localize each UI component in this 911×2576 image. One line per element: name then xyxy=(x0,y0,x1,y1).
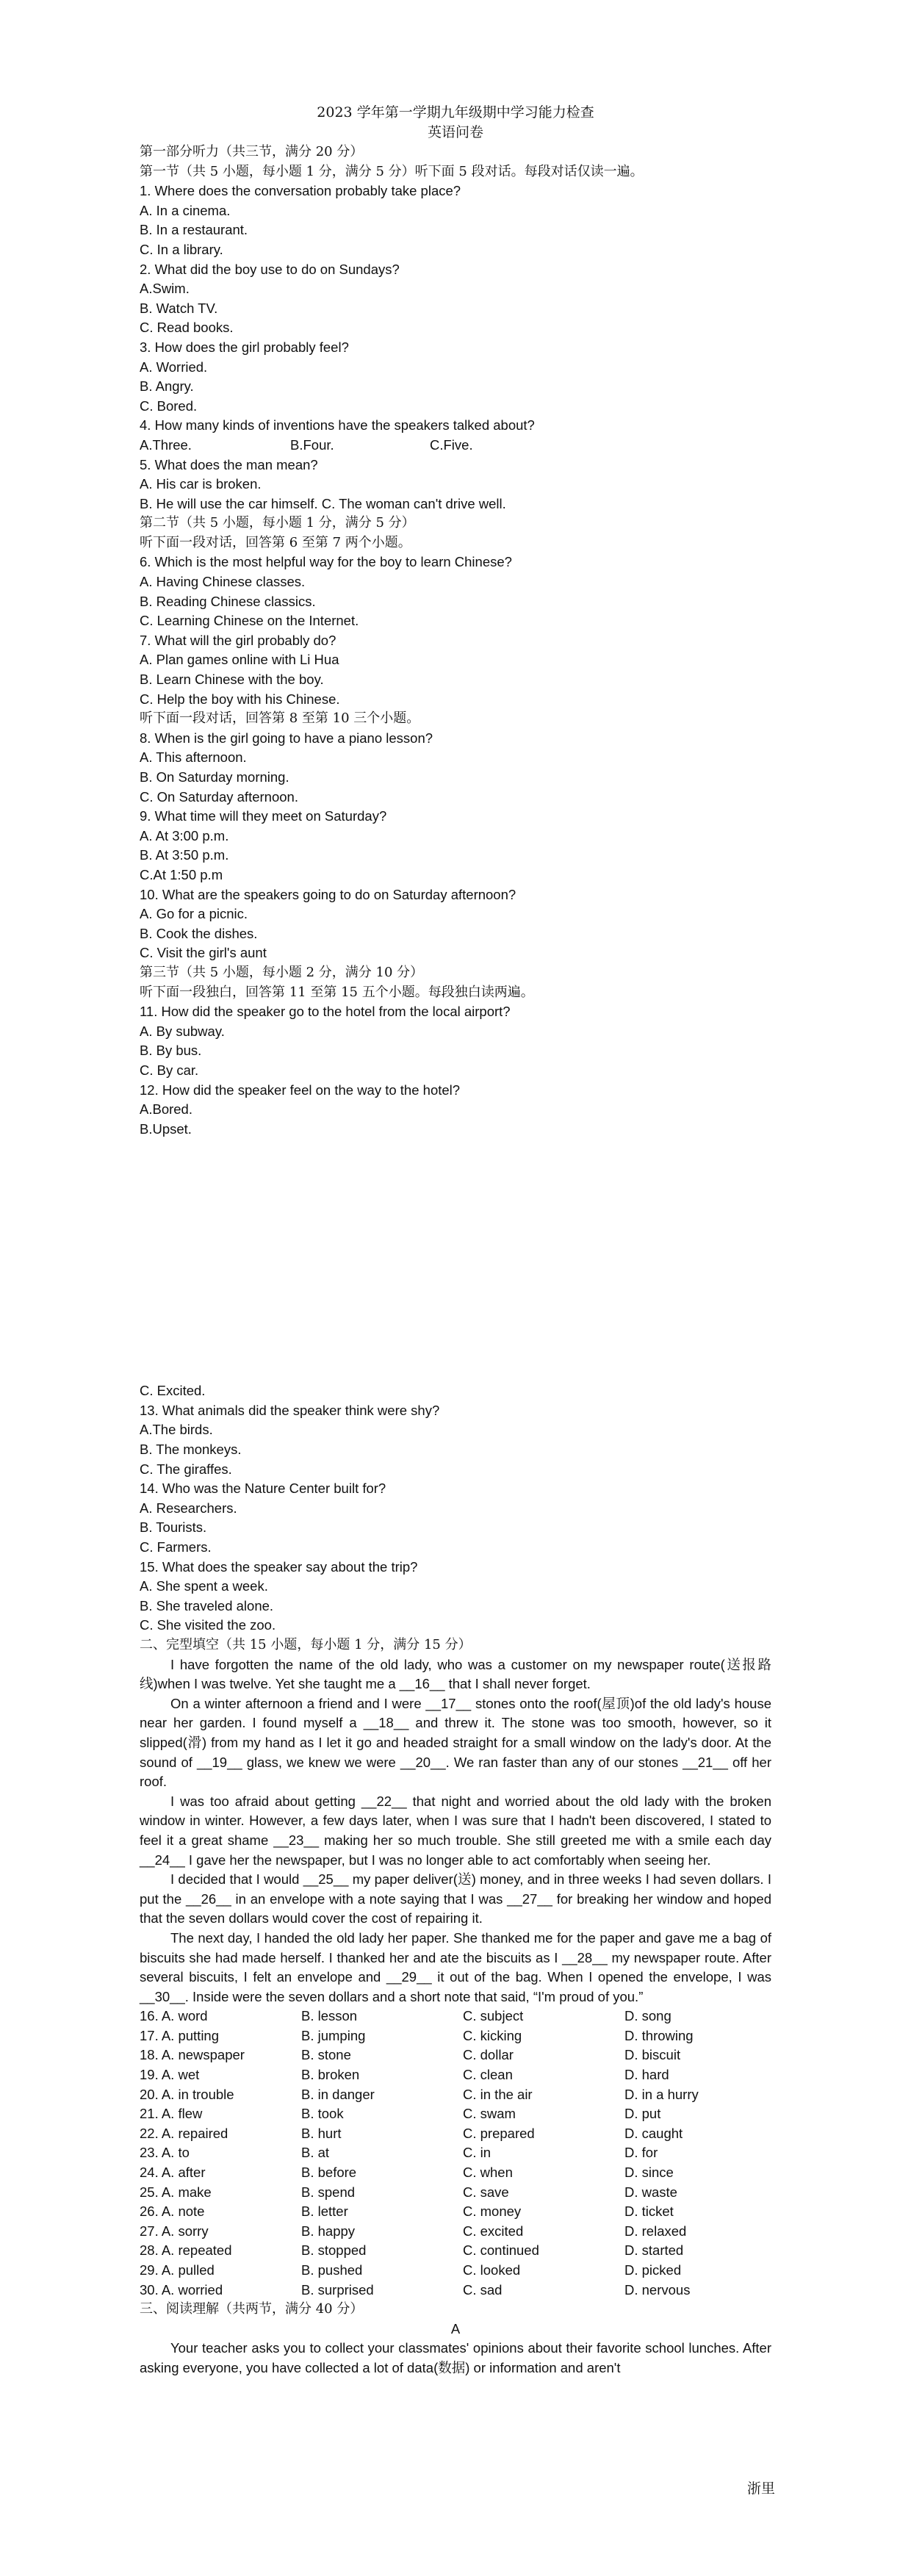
choice-row-16 xyxy=(140,2007,771,2026)
q4-option-b: B.Four. xyxy=(290,436,334,453)
choice-16-a: 16. A. word xyxy=(140,2008,208,2024)
question-1: 1. Where does the conversation probably take place? xyxy=(140,183,461,199)
question-3: 3. How does the girl probably feel? xyxy=(140,339,349,355)
choice-26-a: 26. A. note xyxy=(140,2203,205,2220)
choice-row-26 xyxy=(140,2202,771,2222)
q15-option-a: A. She spent a week. xyxy=(140,1578,268,1594)
choice-22-d: D. caught xyxy=(624,2125,683,2141)
choice-17-b: B. jumping xyxy=(301,2027,366,2043)
q11-option-b: B. By bus. xyxy=(140,1043,202,1059)
q1-option-b: B. In a restaurant. xyxy=(140,222,248,238)
choice-29-d: D. picked xyxy=(624,2262,682,2278)
choice-26-c: C. money xyxy=(463,2203,522,2220)
choice-21-c: C. swam xyxy=(463,2106,516,2122)
cloze-paragraph-3: I was too afraid about getting __22__ that night and worried about the old lady with the broken window in winter. However, a few days later, when I was sure that I hadn't been discovered, I stated to feel it a great shame __23__ making her so much trouble. She still greeted me with a smile each day __24__ I gave her the newspaper, but I was no longer able to act comfortably when seeing her. xyxy=(140,1793,771,1868)
question-12: 12. How did the speaker feel on the way to the hotel? xyxy=(140,1082,461,1098)
part2-heading: 二、完型填空（共 15 小题，每小题 1 分，满分 15 分） xyxy=(140,1637,472,1652)
choice-25-d: D. waste xyxy=(624,2184,677,2200)
choice-24-a: 24. A. after xyxy=(140,2165,206,2181)
choice-19-a: 19. A. wet xyxy=(140,2067,200,2083)
choice-row-17 xyxy=(140,2026,771,2046)
choice-19-b: B. broken xyxy=(301,2067,360,2083)
question-13: 13. What animals did the speaker think were shy? xyxy=(140,1402,440,1418)
exam-title: 2023 学年第一学期九年级期中学习能力检查 xyxy=(317,104,594,120)
question-14: 14. Who was the Nature Center built for? xyxy=(140,1481,386,1497)
choice-row-25 xyxy=(140,2183,771,2203)
question-9: 9. What time will they meet on Saturday? xyxy=(140,808,387,824)
question-8: 8. When is the girl going to have a piano lesson? xyxy=(140,730,433,746)
choice-30-d: D. nervous xyxy=(624,2281,691,2298)
choice-20-a: 20. A. in trouble xyxy=(140,2086,234,2102)
choice-17-c: C. kicking xyxy=(463,2027,522,2043)
cloze-paragraph-1: I have forgotten the name of the old lady, who was a customer on my newspaper route(送报路线)when I was twelve. Yet she taught me a __16__ that I shall never forget. xyxy=(140,1656,771,1692)
question-7: 7. What will the girl probably do? xyxy=(140,632,336,648)
q6-option-a: A. Having Chinese classes. xyxy=(140,574,306,590)
choice-29-c: C. looked xyxy=(463,2262,521,2278)
choice-27-a: 27. A. sorry xyxy=(140,2223,209,2239)
q11-option-a: A. By subway. xyxy=(140,1023,225,1039)
choice-29-b: B. pushed xyxy=(301,2262,363,2278)
choice-18-c: C. dollar xyxy=(463,2047,514,2063)
choice-22-c: C. prepared xyxy=(463,2125,535,2141)
q9-option-c: C.At 1:50 p.m xyxy=(140,866,223,882)
choice-16-b: B. lesson xyxy=(301,2008,358,2024)
choice-24-c: C. when xyxy=(463,2165,513,2181)
q2-option-b: B. Watch TV. xyxy=(140,300,218,316)
question-2: 2. What did the boy use to do on Sundays? xyxy=(140,261,400,277)
cloze-choices xyxy=(140,2007,771,2300)
q14-option-c: C. Farmers. xyxy=(140,1539,212,1555)
q13-option-c: C. The giraffes. xyxy=(140,1461,232,1477)
q12-option-c: C. Excited. xyxy=(140,1383,206,1399)
q5-option-a: A. His car is broken. xyxy=(140,476,262,492)
choice-16-c: C. subject xyxy=(463,2008,524,2024)
choice-row-30 xyxy=(140,2281,771,2300)
section1-intro: 第一节（共 5 小题，每小题 1 分，满分 5 分）听下面 5 段对话。每段对话仅读一遍。 xyxy=(140,163,644,179)
choice-19-d: D. hard xyxy=(624,2067,669,2083)
q3-option-a: A. Worried. xyxy=(140,359,208,375)
page-gap xyxy=(140,1139,771,1381)
q14-option-a: A. Researchers. xyxy=(140,1500,237,1516)
q12-option-a: A.Bored. xyxy=(140,1101,192,1118)
choice-27-b: B. happy xyxy=(301,2223,356,2239)
choice-20-b: B. in danger xyxy=(301,2086,375,2102)
choice-row-22 xyxy=(140,2124,771,2144)
exam-page xyxy=(140,103,771,2378)
q8-option-a: A. This afternoon. xyxy=(140,749,247,766)
choice-20-c: C. in the air xyxy=(463,2086,533,2102)
q8-option-c: C. On Saturday afternoon. xyxy=(140,788,298,805)
q2-option-a: A.Swim. xyxy=(140,281,190,297)
q11-option-c: C. By car. xyxy=(140,1062,199,1078)
section2-listen-2: 听下面一段对话，回答第 8 至第 10 三个小题。 xyxy=(140,710,420,727)
choice-row-24 xyxy=(140,2163,771,2183)
choice-26-d: D. ticket xyxy=(624,2203,674,2220)
section3-listen: 听下面一段独白，回答第 11 至第 15 五个小题。每段独白读两遍。 xyxy=(140,984,534,1000)
q14-option-b: B. Tourists. xyxy=(140,1519,207,1536)
q9-option-b: B. At 3:50 p.m. xyxy=(140,847,229,863)
choice-22-a: 22. A. repaired xyxy=(140,2125,228,2141)
question-15: 15. What does the speaker say about the trip? xyxy=(140,1558,418,1575)
q7-option-b: B. Learn Chinese with the boy. xyxy=(140,672,324,688)
choice-21-a: 21. A. flew xyxy=(140,2106,203,2122)
part3-heading: 三、阅读理解（共两节，满分 40 分） xyxy=(140,2301,364,2317)
choice-23-d: D. for xyxy=(624,2145,658,2161)
choice-17-a: 17. A. putting xyxy=(140,2027,220,2043)
choice-30-b: B. surprised xyxy=(301,2281,374,2298)
choice-25-c: C. save xyxy=(463,2184,509,2200)
q12-option-b: B.Upset. xyxy=(140,1120,192,1137)
q6-option-c: C. Learning Chinese on the Internet. xyxy=(140,613,359,629)
cloze-paragraph-2: On a winter afternoon a friend and I were __17__ stones onto the roof(屋顶)of the old lady's house near her garden. I found myself a __18__ and threw it. The stone was too smooth, however, so it slipped(滑) from my hand as I let it go and headed straight for a small window on the lady's door. At the sound of __19__ glass, we knew we were __20__. We ran faster than any of our stones __21__ off her roof. xyxy=(140,1695,771,1790)
q10-option-b: B. Cook the dishes. xyxy=(140,925,258,941)
choice-22-b: B. hurt xyxy=(301,2125,342,2141)
cloze-paragraph-4: I decided that I would __25__ my paper deliver(送) money, and in three weeks I had seven dollars. I put the __26__ in an envelope with a note saying that I was __27__ for breaking her window and hoped that the seven dollars would cover the cost of repairing it. xyxy=(140,1871,771,1926)
q3-option-b: B. Angry. xyxy=(140,378,194,395)
choice-27-c: C. excited xyxy=(463,2223,524,2239)
section3-intro: 第三节（共 5 小题，每小题 2 分，满分 10 分） xyxy=(140,964,424,980)
choice-26-b: B. letter xyxy=(301,2203,348,2220)
choice-row-27 xyxy=(140,2222,771,2242)
q8-option-b: B. On Saturday morning. xyxy=(140,769,289,785)
reading-section-label: A xyxy=(450,2320,461,2336)
choice-16-d: D. song xyxy=(624,2008,671,2024)
q9-option-a: A. At 3:00 p.m. xyxy=(140,827,229,843)
choice-row-19 xyxy=(140,2065,771,2085)
q13-option-b: B. The monkeys. xyxy=(140,1442,242,1458)
choice-24-d: D. since xyxy=(624,2165,674,2181)
exam-subtitle: 英语问卷 xyxy=(427,124,483,140)
choice-25-b: B. spend xyxy=(301,2184,356,2200)
choice-29-a: 29. A. pulled xyxy=(140,2262,215,2278)
choice-21-b: B. took xyxy=(301,2106,344,2122)
q15-option-c: C. She visited the zoo. xyxy=(140,1617,276,1633)
choice-17-d: D. throwing xyxy=(624,2027,694,2043)
choice-19-c: C. clean xyxy=(463,2067,513,2083)
q1-option-a: A. In a cinema. xyxy=(140,202,231,218)
section2-intro: 第二节（共 5 小题，每小题 1 分，满分 5 分） xyxy=(140,515,415,531)
choice-18-d: D. biscuit xyxy=(624,2047,681,2063)
q10-option-a: A. Go for a picnic. xyxy=(140,906,248,922)
choice-28-d: D. started xyxy=(624,2242,684,2259)
choice-28-a: 28. A. repeated xyxy=(140,2242,232,2259)
reading-intro: Your teacher asks you to collect your classmates' opinions about their favorite school lunches. After asking everyone, you have collected a lot of data(数据) or information and aren't xyxy=(140,2340,771,2375)
part1-heading: 第一部分听力（共三节，满分 20 分） xyxy=(140,144,364,159)
choice-30-a: 30. A. worried xyxy=(140,2281,223,2298)
question-4: 4. How many kinds of inventions have the speakers talked about? xyxy=(140,417,535,433)
page-footer: 浙里 xyxy=(746,2480,775,2497)
choice-21-d: D. put xyxy=(624,2106,661,2122)
section2-listen-1: 听下面一段对话，回答第 6 至第 7 两个小题。 xyxy=(140,534,411,550)
q3-option-c: C. Bored. xyxy=(140,397,198,414)
choice-20-d: D. in a hurry xyxy=(624,2086,699,2102)
question-11: 11. How did the speaker go to the hotel from the local airport? xyxy=(140,1004,511,1020)
question-6: 6. Which is the most helpful way for the boy to learn Chinese? xyxy=(140,554,512,570)
choice-28-c: C. continued xyxy=(463,2242,539,2259)
choice-30-c: C. sad xyxy=(463,2281,503,2298)
q6-option-b: B. Reading Chinese classics. xyxy=(140,593,316,609)
choice-28-b: B. stopped xyxy=(301,2242,367,2259)
choice-24-b: B. before xyxy=(301,2165,357,2181)
q5-option-bc: B. He will use the car himself. C. The woman can't drive well. xyxy=(140,495,506,511)
q13-option-a: A.The birds. xyxy=(140,1422,213,1438)
q10-option-c: C. Visit the girl's aunt xyxy=(140,945,267,961)
choice-row-23 xyxy=(140,2143,771,2163)
q1-option-c: C. In a library. xyxy=(140,241,223,257)
q4-option-a: A.Three. xyxy=(140,436,192,453)
choice-23-b: B. at xyxy=(301,2145,330,2161)
cloze-paragraph-5: The next day, I handed the old lady her paper. She thanked me for the paper and gave me a bag of biscuits she had made herself. I thanked her and ate the biscuits as I __28__ my newspaper route. After several biscuits, I felt an envelope and __29__ it out of the bag. When I opened the envelope, I was __30__. Inside were the seven dollars and a short note that said, “I'm proud of you.” xyxy=(140,1929,771,2004)
choice-row-21 xyxy=(140,2104,771,2124)
choice-row-18 xyxy=(140,2046,771,2065)
question-10: 10. What are the speakers going to do on Saturday afternoon? xyxy=(140,886,516,902)
q15-option-b: B. She traveled alone. xyxy=(140,1597,274,1613)
choice-18-a: 18. A. newspaper xyxy=(140,2047,245,2063)
q4-option-c: C.Five. xyxy=(430,436,473,453)
choice-row-28 xyxy=(140,2241,771,2261)
choice-18-b: B. stone xyxy=(301,2047,351,2063)
choice-25-a: 25. A. make xyxy=(140,2184,212,2200)
q7-option-c: C. Help the boy with his Chinese. xyxy=(140,691,340,707)
question-5: 5. What does the man mean? xyxy=(140,456,318,472)
q2-option-c: C. Read books. xyxy=(140,320,234,336)
choice-row-29 xyxy=(140,2261,771,2281)
q4-options xyxy=(140,436,771,456)
choice-23-c: C. in xyxy=(463,2145,491,2161)
q7-option-a: A. Plan games online with Li Hua xyxy=(140,652,339,668)
choice-row-20 xyxy=(140,2085,771,2105)
choice-23-a: 23. A. to xyxy=(140,2145,190,2161)
choice-27-d: D. relaxed xyxy=(624,2223,687,2239)
